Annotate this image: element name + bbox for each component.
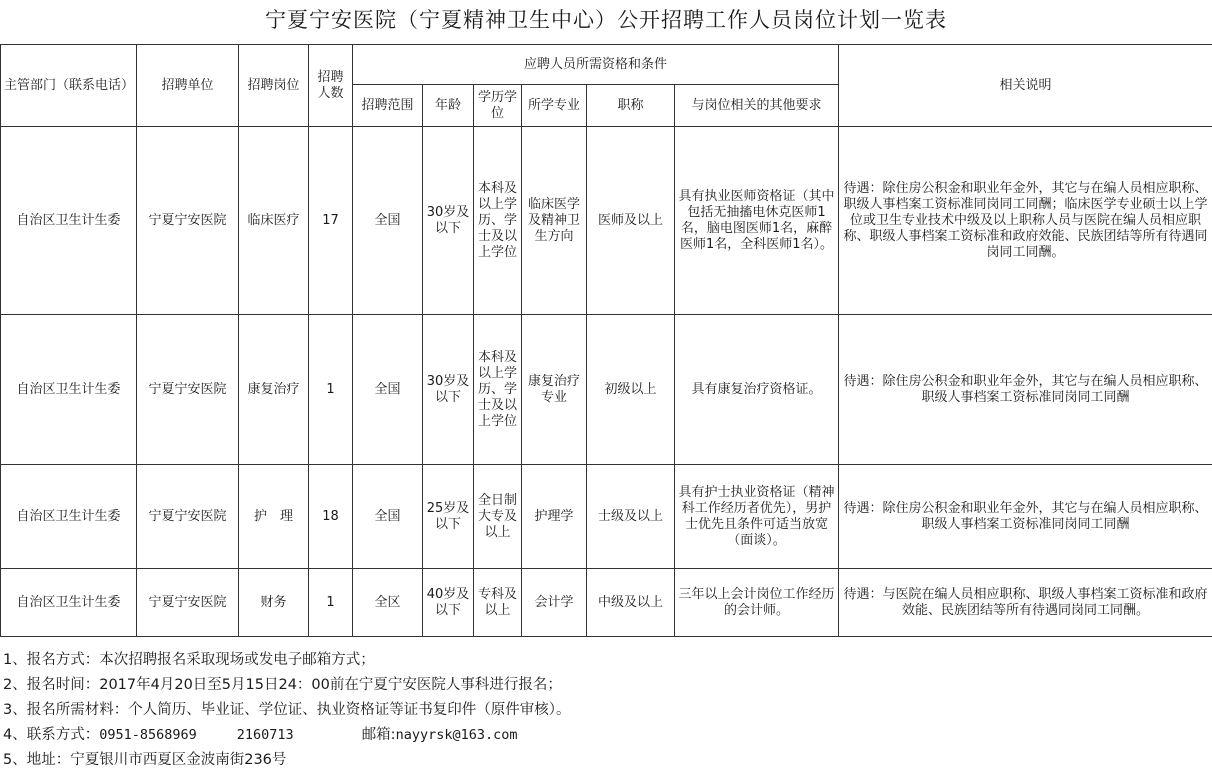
recruitment-table <box>0 44 1212 637</box>
cell-major: 护理学 <box>522 465 587 569</box>
cell-unit: 宁夏宁安医院 <box>137 569 239 637</box>
header-notes: 相关说明 <box>839 45 1212 127</box>
cell-scope: 全国 <box>353 315 423 465</box>
header-unit: 招聘单位 <box>137 45 239 127</box>
email-label: 邮箱: <box>361 727 396 743</box>
cell-post: 临床医疗 <box>239 127 309 315</box>
table-row <box>1 569 1212 637</box>
cell-count: 1 <box>309 569 353 637</box>
cell-count: 18 <box>309 465 353 569</box>
cell-title: 医师及以上 <box>587 127 675 315</box>
header-title: 职称 <box>587 85 675 127</box>
cell-education: 专科及以上 <box>474 569 522 637</box>
cell-other: 具有执业医师资格证（其中包括无抽搐电休克医师1名，脑电图医师1名，麻醉医师1名，全科医师1名）。 <box>675 127 839 315</box>
cell-education: 全日制大专及以上 <box>474 465 522 569</box>
footer-notes <box>0 648 1212 773</box>
header-qualifications: 应聘人员所需资格和条件 <box>353 45 839 85</box>
contact-label: 4、联系方式： <box>3 727 100 743</box>
table-row <box>1 127 1212 315</box>
cell-post: 康复治疗 <box>239 315 309 465</box>
cell-age: 30岁及以下 <box>423 315 474 465</box>
header-other: 与岗位相关的其他要求 <box>675 85 839 127</box>
note-registration-method: 1、报名方式：本次招聘报名采取现场或发电子邮箱方式； <box>3 652 375 668</box>
cell-unit: 宁夏宁安医院 <box>137 465 239 569</box>
cell-post: 护 理 <box>239 465 309 569</box>
cell-notes: 待遇：除住房公积金和职业年金外，其它与在编人员相应职称、职级人事档案工资标准同岗同工同酬 <box>839 465 1212 569</box>
cell-age: 40岁及以下 <box>423 569 474 637</box>
note-required-materials: 3、报名所需材料：个人简历、毕业证、学位证、执业资格证等证书复印件（原件审核）。 <box>3 702 571 718</box>
cell-title: 初级以上 <box>587 315 675 465</box>
note-address: 5、地址：宁夏银川市西夏区金波南街236号 <box>3 752 287 768</box>
cell-unit: 宁夏宁安医院 <box>137 315 239 465</box>
cell-dept: 自治区卫生计生委 <box>1 569 137 637</box>
cell-education: 本科及以上学历、学士及以上学位 <box>474 315 522 465</box>
cell-scope: 全国 <box>353 127 423 315</box>
cell-scope: 全区 <box>353 569 423 637</box>
cell-major: 会计学 <box>522 569 587 637</box>
cell-dept: 自治区卫生计生委 <box>1 465 137 569</box>
header-dept: 主管部门（联系电话） <box>1 45 137 127</box>
header-major: 所学专业 <box>522 85 587 127</box>
cell-major: 临床医学及精神卫生方向 <box>522 127 587 315</box>
page-title: 宁夏宁安医院（宁夏精神卫生中心）公开招聘工作人员岗位计划一览表 <box>265 8 947 32</box>
cell-other: 具有护士执业资格证（精神科工作经历者优先），男护士优先且条件可适当放宽（面谈）。 <box>675 465 839 569</box>
cell-title: 中级及以上 <box>587 569 675 637</box>
header-education: 学历学位 <box>474 85 522 127</box>
cell-unit: 宁夏宁安医院 <box>137 127 239 315</box>
cell-notes: 待遇：与医院在编人员相应职称、职级人事档案工资标准和政府效能、民族团结等所有待遇同岗同工同酬。 <box>839 569 1212 637</box>
cell-notes: 待遇：除住房公积金和职业年金外，其它与在编人员相应职称、职级人事档案工资标准同岗同工同酬 <box>839 315 1212 465</box>
cell-count: 1 <box>309 315 353 465</box>
contact-phone-1: 0951-8568969 <box>99 727 197 743</box>
header-scope: 招聘范围 <box>353 85 423 127</box>
contact-email: nayyrsk@163.com <box>395 727 518 743</box>
header-age: 年龄 <box>423 85 474 127</box>
cell-other: 具有康复治疗资格证。 <box>675 315 839 465</box>
cell-notes: 待遇：除住房公积金和职业年金外，其它与在编人员相应职称、职级人事档案工资标准同岗同工同酬；临床医学专业硕士以上学位或卫生专业技术中级及以上职称人员与医院在编人员相应职称、职级人事档案工资标准和政府效能、民族团结等所有待遇同岗同工同酬。 <box>839 127 1212 315</box>
header-count: 招聘人数 <box>309 45 353 127</box>
cell-age: 30岁及以下 <box>423 127 474 315</box>
cell-title: 士级及以上 <box>587 465 675 569</box>
note-contact <box>0 723 1212 748</box>
table-row <box>1 465 1212 569</box>
header-row-1 <box>1 45 1212 85</box>
header-post: 招聘岗位 <box>239 45 309 127</box>
contact-phone-2: 2160713 <box>236 727 294 743</box>
cell-age: 25岁及以下 <box>423 465 474 569</box>
cell-count: 17 <box>309 127 353 315</box>
cell-scope: 全国 <box>353 465 423 569</box>
cell-dept: 自治区卫生计生委 <box>1 127 137 315</box>
cell-dept: 自治区卫生计生委 <box>1 315 137 465</box>
cell-major: 康复治疗专业 <box>522 315 587 465</box>
note-registration-time: 2、报名时间：2017年4月20日至5月15日24：00前在宁夏宁安医院人事科进行报名； <box>3 677 562 693</box>
table-row <box>1 315 1212 465</box>
cell-post: 财务 <box>239 569 309 637</box>
cell-other: 三年以上会计岗位工作经历的会计师。 <box>675 569 839 637</box>
cell-education: 本科及以上学历、学士及以上学位 <box>474 127 522 315</box>
